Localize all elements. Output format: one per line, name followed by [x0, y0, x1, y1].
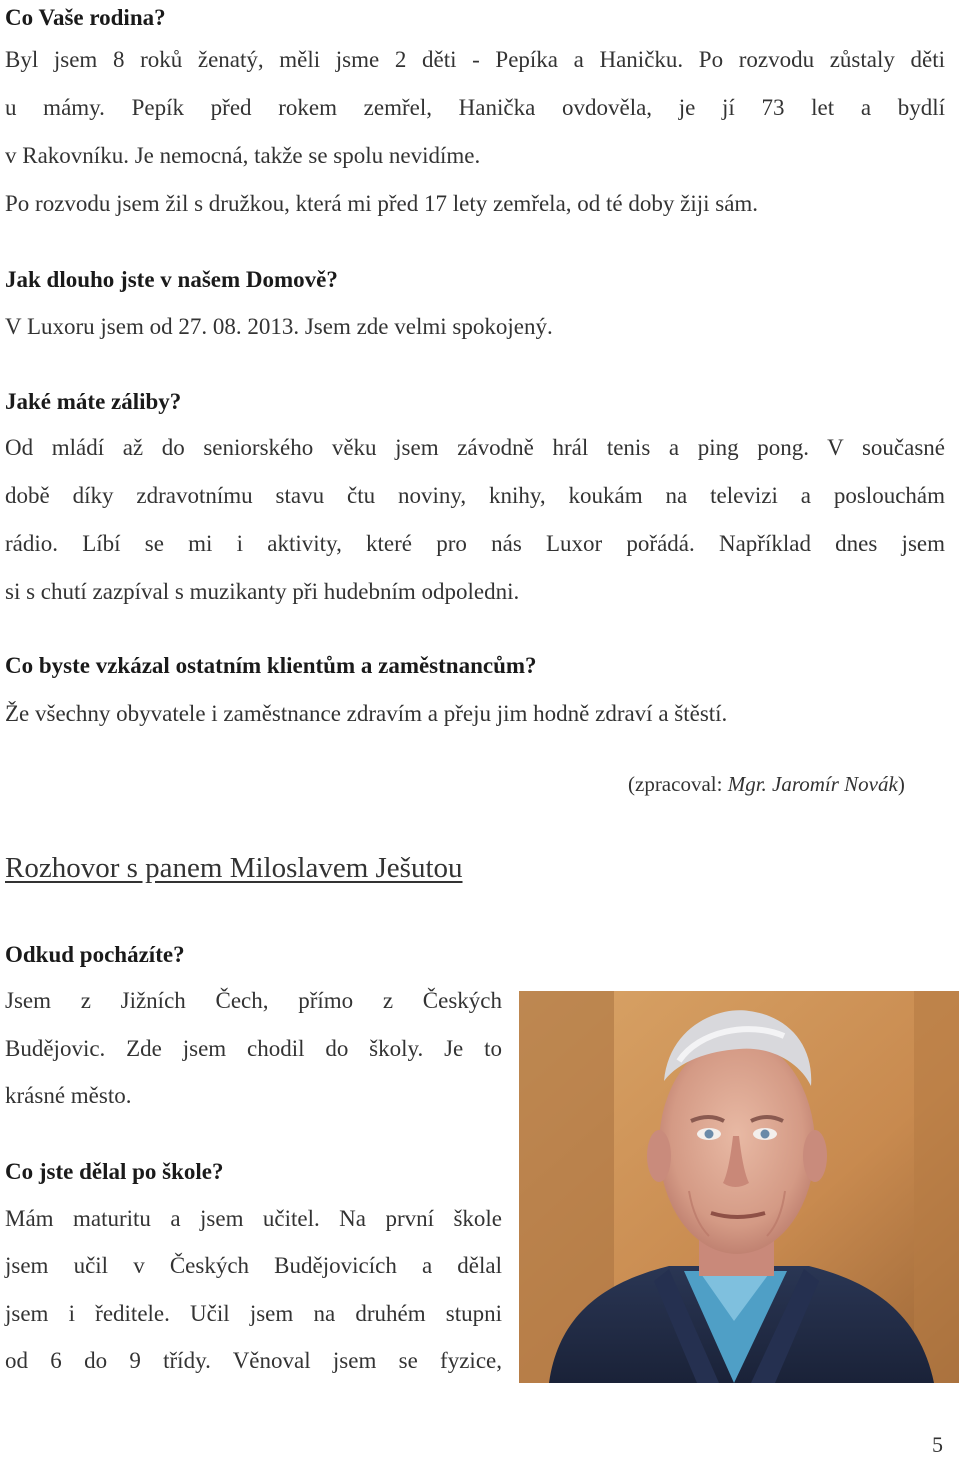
portrait-photo — [519, 991, 959, 1383]
author-credit-suffix: ) — [897, 772, 905, 796]
answer-hobbies-line-1: Od mládí až do seniorského věku jsem závodně hrál tenis a ping pong. V současné — [5, 435, 945, 460]
question-hobbies: Jaké máte záliby? — [5, 389, 182, 414]
question-family: Co Vaše rodina? — [5, 5, 166, 30]
answer-message: Že všechny obyvatele i zaměstnance zdravím a přeju jim hodně zdraví a štěstí. — [5, 701, 728, 726]
answer-after-school-line-1: Mám maturitu a jsem učitel. Na první škole — [5, 1206, 502, 1231]
answer-how-long: V Luxoru jsem od 27. 08. 2013. Jsem zde velmi spokojený. — [5, 314, 553, 339]
author-credit-name: Mgr. Jaromír Novák — [727, 772, 898, 796]
page-number: 5 — [932, 1432, 943, 1457]
author-credit-prefix: (zpracoval: — [628, 772, 728, 796]
answer-origin-line-2: Budějovic. Zde jsem chodil do školy. Je to — [5, 1036, 502, 1061]
answer-family-line-4: Po rozvodu jsem žil s družkou, která mi před 17 lety zemřela, od té doby žiji sám. — [5, 191, 759, 216]
question-after-school: Co jste dělal po škole? — [5, 1159, 224, 1184]
question-message: Co byste vzkázal ostatním klientům a zaměstnancům? — [5, 653, 537, 678]
interview-heading: Rozhovor s panem Miloslavem Ješutou — [5, 852, 463, 884]
answer-hobbies-line-3: rádio. Líbí se mi i aktivity, které pro nás Luxor pořádá. Například dnes jsem — [5, 531, 945, 556]
answer-origin-line-3: krásné město. — [5, 1083, 132, 1108]
question-how-long: Jak dlouho jste v našem Domově? — [5, 267, 338, 292]
answer-after-school-line-3: jsem i ředitele. Učil jsem na druhém stupni — [5, 1301, 502, 1326]
answer-family-line-3: v Rakovníku. Je nemocná, takže se spolu nevidíme. — [5, 143, 481, 168]
answer-after-school-line-2: jsem učil v Českých Budějovicích a dělal — [5, 1253, 502, 1278]
author-credit — [628, 772, 905, 797]
answer-origin-line-1: Jsem z Jižních Čech, přímo z Českých — [5, 988, 502, 1013]
answer-hobbies-line-2: době díky zdravotnímu stavu čtu noviny, knihy, koukám na televizi a poslouchám — [5, 483, 945, 508]
question-origin: Odkud pocházíte? — [5, 942, 185, 967]
answer-family-line-2: u mámy. Pepík před rokem zemřel, Hanička ovdověla, je jí 73 let a bydlí — [5, 95, 945, 120]
answer-hobbies-line-4: si s chutí zazpíval s muzikanty při hudebním odpoledni. — [5, 579, 520, 604]
answer-after-school-line-4: od 6 do 9 třídy. Věnoval jsem se fyzice, — [5, 1348, 502, 1373]
answer-family-line-1: Byl jsem 8 roků ženatý, měli jsme 2 děti - Pepíka a Haničku. Po rozvodu zůstaly děti — [5, 47, 945, 72]
portrait-photo-illustration — [519, 991, 959, 1383]
